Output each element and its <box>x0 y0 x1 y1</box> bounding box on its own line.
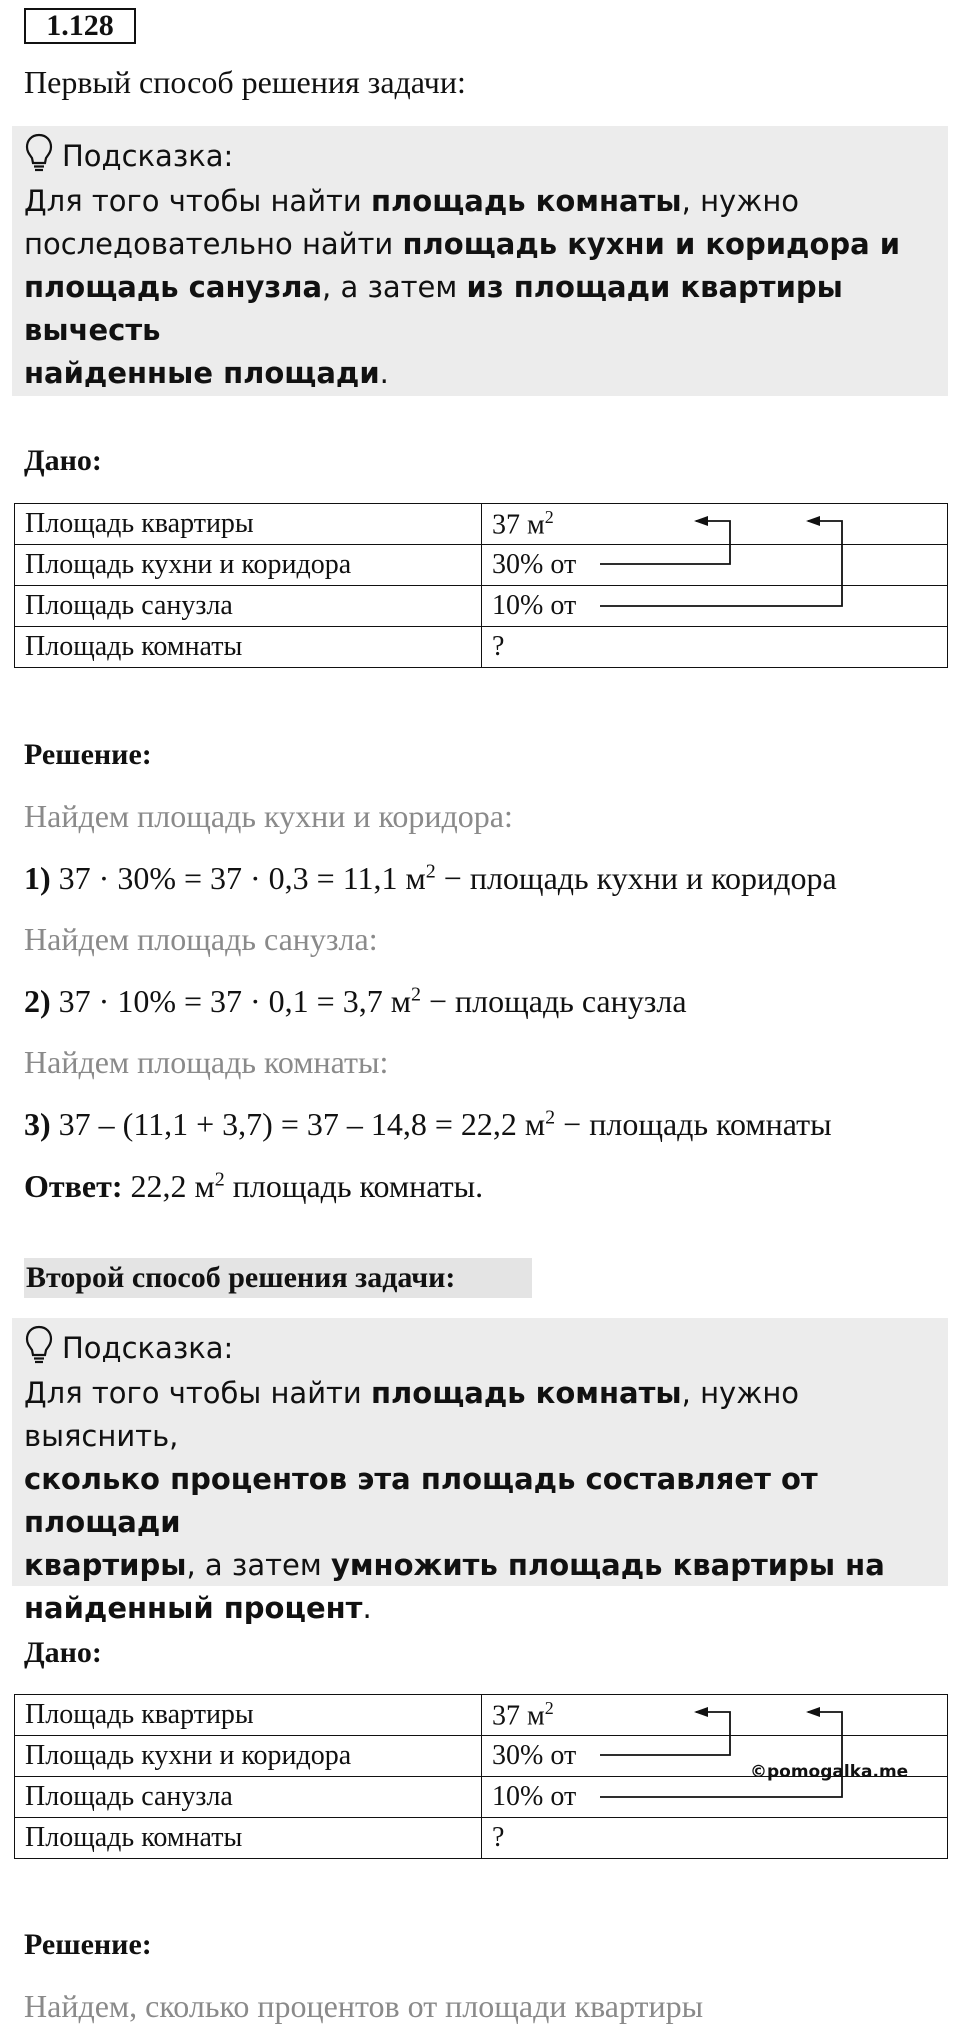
hint-emphasis: найденные площади <box>24 356 380 390</box>
hint-text-part: . <box>379 356 389 390</box>
given-table <box>14 503 948 668</box>
step-caption: Найдем, сколько процентов от площади квартиры <box>24 1988 704 2024</box>
hint-label: Подсказка: <box>62 1330 234 1365</box>
solution-label: Решение: <box>24 1928 152 1961</box>
hint-text-part: , нужно выяснить, <box>24 1376 800 1453</box>
hint-text-part: , а затем <box>322 270 467 304</box>
hint-emphasis: площадь комнаты <box>371 1376 682 1410</box>
hint-emphasis: площадь комнаты <box>371 184 682 218</box>
table-cell-value: ? <box>482 627 948 668</box>
task-number: 1.128 <box>24 8 136 44</box>
step-expression: 37 · 10% = 37 · 0,1 = 3,7 м <box>50 983 411 1019</box>
answer-sup: 2 <box>214 1168 225 1191</box>
hint-label: Подсказка: <box>62 138 234 173</box>
step-sup: 2 <box>410 983 421 1006</box>
hint-emphasis: найденный процент <box>24 1591 363 1625</box>
hint-text <box>24 1372 924 1630</box>
table-cell-value: 10% от <box>482 586 948 627</box>
hint-text-part: , нужно <box>681 184 800 218</box>
table-cell-value: 30% от <box>482 1736 948 1777</box>
table-cell-label: Площадь квартиры <box>15 1695 482 1736</box>
value-text: 37 м <box>492 1700 545 1732</box>
hint-emphasis: площадь санузла <box>24 270 323 304</box>
step-number: 2) <box>24 983 51 1019</box>
answer-label: Ответ: <box>24 1168 123 1204</box>
table-cell-label: Площадь кухни и коридора <box>15 1736 482 1777</box>
hint-emphasis: площадь кухни и коридора и <box>402 227 901 261</box>
table-row <box>15 504 948 545</box>
table-cell-label: Площадь комнаты <box>15 1818 482 1859</box>
hint-header <box>24 1324 233 1371</box>
hint-text-part: , а затем <box>186 1548 331 1582</box>
solution-step <box>24 983 687 1020</box>
value-text: 37 м <box>492 509 545 541</box>
lightbulb-icon <box>24 132 62 179</box>
step-caption: Найдем площадь комнаты: <box>24 1044 389 1080</box>
step-sup: 2 <box>545 1106 556 1129</box>
lightbulb-icon <box>24 1324 62 1371</box>
step-tail: − площадь кухни и коридора <box>435 860 837 896</box>
hint-emphasis: из площади квартиры вычесть <box>24 270 843 347</box>
hint-text-part: Для того чтобы найти <box>24 1376 371 1410</box>
table-cell-label: Площадь санузла <box>15 1777 482 1818</box>
table-row <box>15 1818 948 1859</box>
hint-text-part: последовательно найти <box>24 227 403 261</box>
answer-tail: площадь комнаты. <box>224 1168 484 1204</box>
table-row <box>15 586 948 627</box>
hint-box-2 <box>12 1318 948 1625</box>
given-label: Дано: <box>24 444 102 477</box>
step-sup: 2 <box>425 860 436 883</box>
table-cell-label: Площадь кухни и коридора <box>15 545 482 586</box>
answer-value: 22,2 м <box>122 1168 215 1204</box>
method1-title: Первый способ решения задачи: <box>24 64 466 100</box>
step-caption: Найдем площадь кухни и коридора: <box>24 798 513 834</box>
hint-text-part: . <box>362 1591 372 1625</box>
value-sup: 2 <box>544 506 554 527</box>
table-row <box>15 627 948 668</box>
step-tail: − площадь санузла <box>420 983 687 1019</box>
hint-box-1 <box>12 126 948 396</box>
answer <box>24 1168 483 1205</box>
step-number: 1) <box>24 860 51 896</box>
value-sup: 2 <box>544 1697 554 1718</box>
hint-text <box>24 180 924 395</box>
table-row <box>15 545 948 586</box>
solution-step <box>24 1106 832 1143</box>
table-cell-value: ? <box>482 1818 948 1859</box>
step-caption: Найдем площадь санузла: <box>24 921 378 957</box>
table-cell-value: 10% от <box>482 1777 948 1818</box>
solution-step <box>24 860 837 897</box>
table-row <box>15 1695 948 1736</box>
given-label: Дано: <box>24 1636 102 1669</box>
hint-text-part: Для того чтобы найти <box>24 184 371 218</box>
table-cell-value <box>482 1695 948 1736</box>
table-cell-value: 30% от <box>482 545 948 586</box>
solution-label: Решение: <box>24 738 152 771</box>
table-row <box>15 1777 948 1818</box>
table-cell-value <box>482 504 948 545</box>
watermark: ©pomogalka.me <box>750 1762 909 1782</box>
step-number: 3) <box>24 1106 51 1142</box>
hint-header <box>24 132 233 179</box>
table-cell-label: Площадь санузла <box>15 586 482 627</box>
step-expression: 37 · 30% = 37 · 0,3 = 11,1 м <box>50 860 426 896</box>
table-cell-label: Площадь квартиры <box>15 504 482 545</box>
step-tail: − площадь комнаты <box>555 1106 832 1142</box>
hint-emphasis: умножить площадь квартиры на <box>330 1548 885 1582</box>
step-expression: 37 – (11,1 + 3,7) = 37 – 14,8 = 22,2 м <box>50 1106 546 1142</box>
hint-emphasis: квартиры <box>24 1548 187 1582</box>
table-cell-label: Площадь комнаты <box>15 627 482 668</box>
hint-emphasis: сколько процентов эта площадь составляет от площади <box>24 1462 818 1539</box>
method2-title: Второй способ решения задачи: <box>24 1258 532 1298</box>
